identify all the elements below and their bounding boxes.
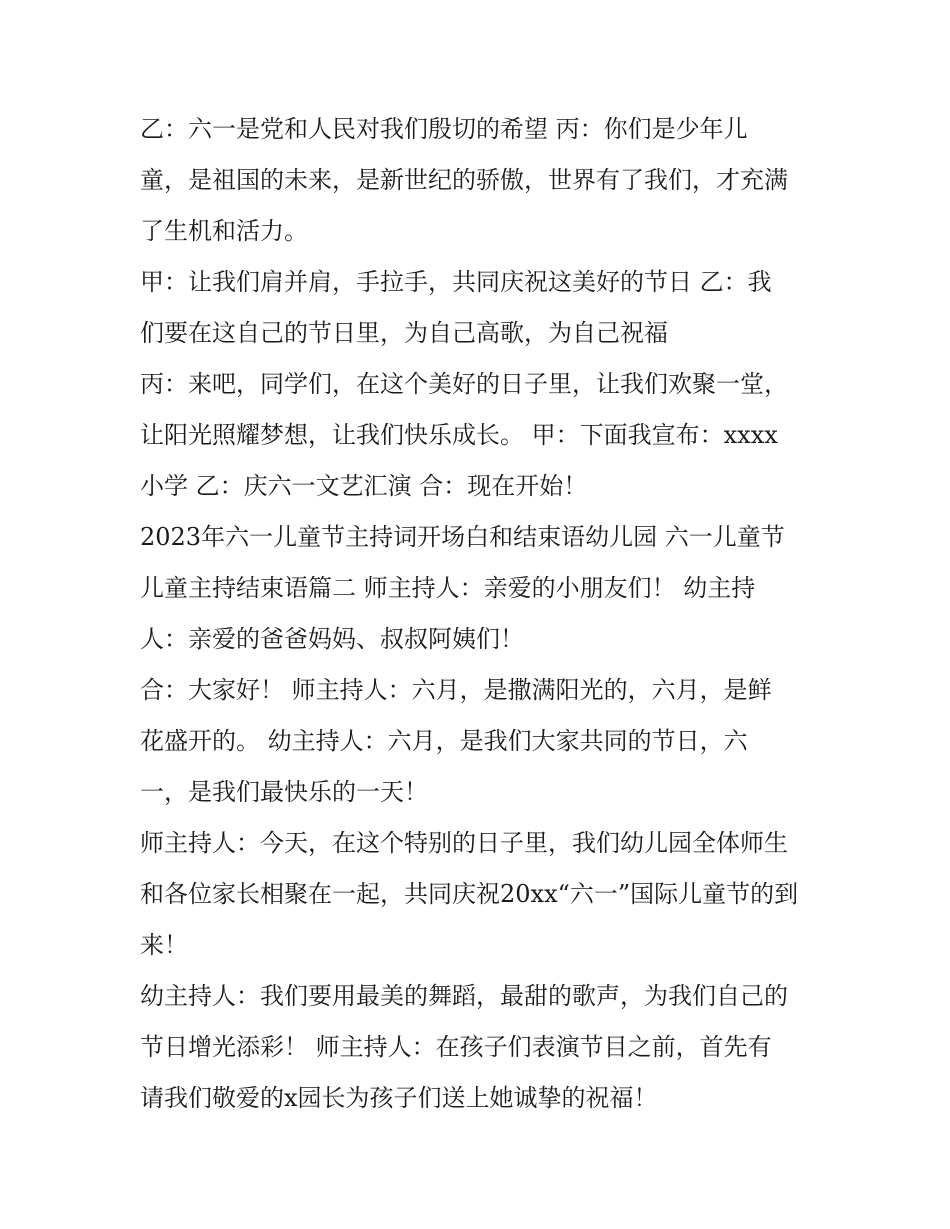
text-line: 乙：六一是党和人民对我们殷切的希望 丙：你们是少年儿 (140, 115, 748, 143)
text-line: 和各位家长相聚在一起，共同庆祝20xx“六一”国际儿童节的到 (140, 880, 799, 908)
text-line: 合：大家好！ 师主持人：六月，是撒满阳光的，六月，是鲜 (140, 676, 772, 704)
text-line: 人：亲爱的爸爸妈妈、叔叔阿姨们！ (140, 625, 524, 653)
text-line: 小学 乙：庆六一文艺汇演 合：现在开始！ (140, 472, 588, 500)
text-line: 花盛开的。 幼主持人：六月，是我们大家共同的节日，六 (140, 727, 748, 755)
text-line: 节日增光添彩！ 师主持人：在孩子们表演节目之前，首先有 (140, 1033, 772, 1061)
text-line: 幼主持人：我们要用最美的舞蹈，最甜的歌声，为我们自己的 (140, 982, 788, 1010)
text-line: 来！ (140, 931, 188, 959)
text-line: 让阳光照耀梦想，让我们快乐成长。 甲：下面我宣布：xxxx (140, 421, 778, 449)
text-line: 了生机和活力。 (140, 217, 308, 245)
text-line: 甲：让我们肩并肩，手拉手，共同庆祝这美好的节日 乙：我 (140, 268, 772, 296)
text-line: 童，是祖国的未来，是新世纪的骄傲，世界有了我们，才充满 (140, 166, 788, 194)
text-line: 一，是我们最快乐的一天！ (140, 778, 428, 806)
text-line: 请我们敬爱的x园长为孩子们送上她诚挚的祝福！ (140, 1084, 658, 1112)
text-line: 丙：来吧，同学们，在这个美好的日子里，让我们欢聚一堂， (140, 370, 788, 398)
text-line: 们要在这自己的节日里，为自己高歌，为自己祝福 (140, 319, 668, 347)
text-line: 儿童主持结束语篇二 师主持人：亲爱的小朋友们！ 幼主持 (140, 574, 756, 602)
text-line: 2023年六一儿童节主持词开场白和结束语幼儿园 六一儿童节 (140, 523, 785, 551)
text-line: 师主持人：今天，在这个特别的日子里，我们幼儿园全体师生 (140, 829, 788, 857)
document-body (140, 104, 815, 1124)
